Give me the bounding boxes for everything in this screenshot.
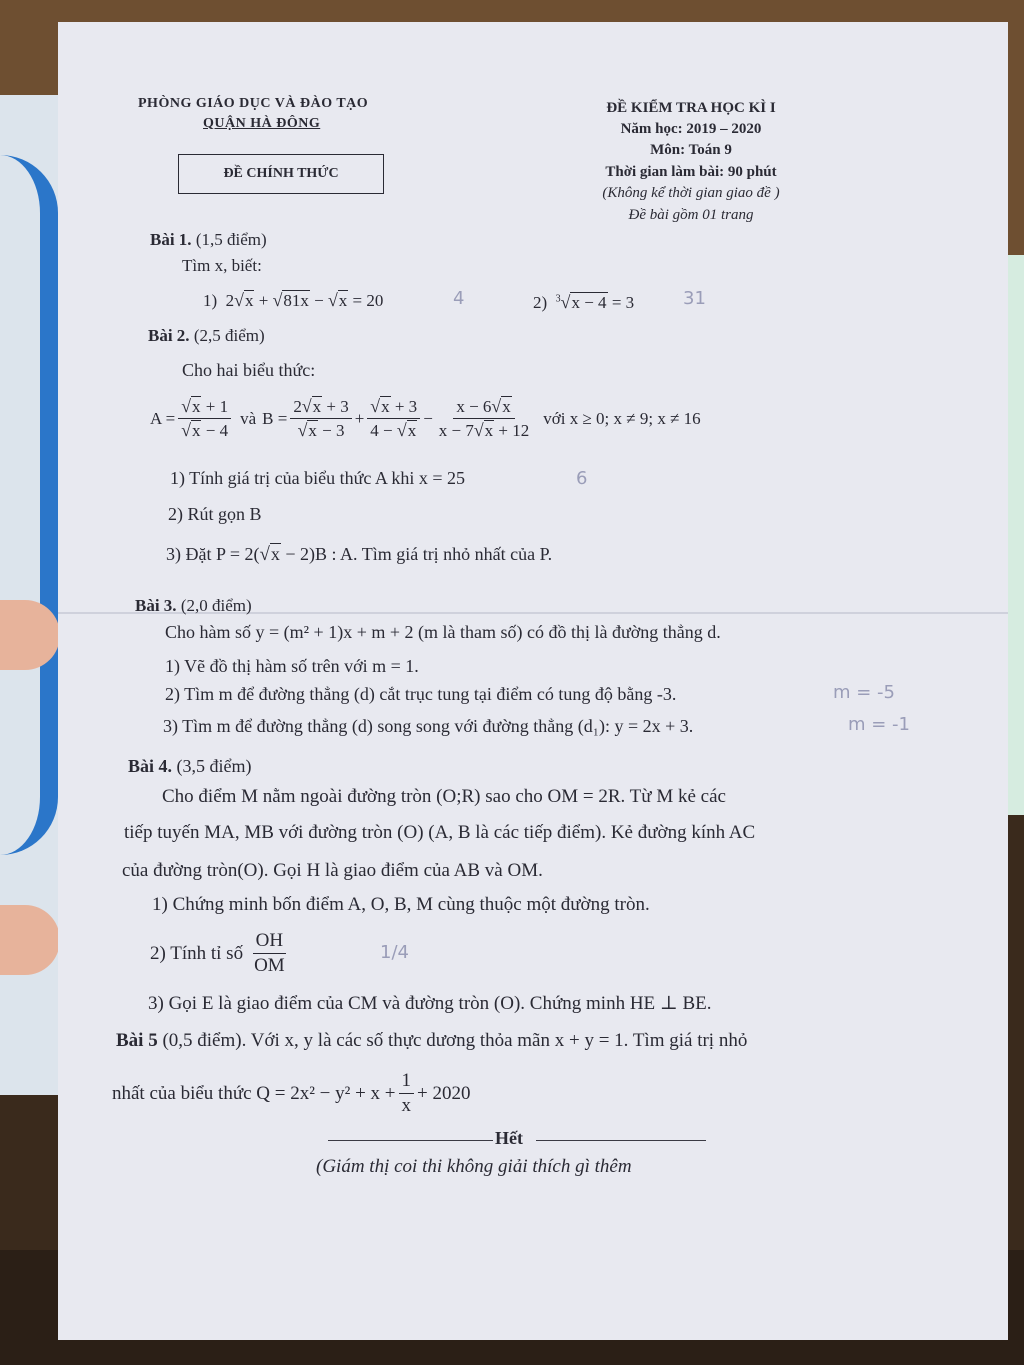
pencil-note-4: 4 xyxy=(453,288,465,309)
official-exam-box: ĐỀ CHÍNH THỨC xyxy=(178,154,384,194)
time-limit: Thời gian làm bài: 90 phút xyxy=(605,164,777,180)
bai4-line1: Cho điểm M nằm ngoài đường tròn (O;R) sao cho OM = 2R. Từ M kẻ các xyxy=(162,786,726,807)
end-rule-left xyxy=(328,1140,493,1141)
pencil-note-31: 31 xyxy=(683,288,706,309)
bai2-expressions: A = $\frac{√x + 1}{√x - 4}$ và B = $\frac{2√x + 3}{√x - 3}$ + $\frac{√x + 3}{4 - √x}$ − $\frac{x - 6√x}{x - 7√x + 12}$ với x ≥ 0; x ≠ 9; x ≠ 16 xyxy=(150,396,701,440)
district-name: QUẬN HÀ ĐÔNG xyxy=(203,116,321,131)
bai1-q1: 1) 2√x + √81x − √x = 20 xyxy=(203,290,384,310)
subject: Môn: Toán 9 xyxy=(650,142,732,158)
pencil-note-6: 6 xyxy=(576,468,588,489)
exam-paper xyxy=(58,22,1008,1340)
bai4-q2: 2) Tính tỉ số $\frac{OH}{OM}$ xyxy=(150,930,285,976)
bai4-q1: 1) Chứng minh bốn điểm A, O, B, M cùng thuộc một đường tròn. xyxy=(152,894,650,915)
proctor-note: (Giám thị coi thi không giải thích gì thêm xyxy=(316,1156,632,1177)
school-year: Năm học: 2019 – 2020 xyxy=(620,121,762,137)
bai3-q2: 2) Tìm m để đường thẳng (d) cắt trục tung tại điểm có tung độ bằng -3. xyxy=(165,684,677,704)
page-count: Đề bài gồm 01 trang xyxy=(628,207,754,223)
bai3-intro: Cho hàm số y = (m² + 1)x + m + 2 (m là tham số) có đồ thị là đường thẳng d. xyxy=(165,622,721,642)
bai2-q1: 1) Tính giá trị của biểu thức A khi x = 25 xyxy=(170,468,466,488)
end-marker: Hết xyxy=(495,1128,523,1148)
bai4-line2: tiếp tuyến MA, MB với đường tròn (O) (A, B là các tiếp điểm). Kẻ đường kính AC xyxy=(124,822,756,843)
bai1-q2: 2) $^3$√x − 4 = 3 xyxy=(533,292,635,312)
bai4-q3: 3) Gọi E là giao điểm của CM và đường tròn (O). Chứng minh HE ⊥ BE. xyxy=(148,993,712,1014)
bai2-intro: Cho hai biểu thức: xyxy=(182,360,316,380)
bai5-line2: nhất của biểu thức Q = 2x² − y² + x + $\frac{1}{x}$ + 2020 xyxy=(112,1070,471,1116)
bai3-q1: 1) Vẽ đồ thị hàm số trên với m = 1. xyxy=(165,656,419,676)
bai5-line1: Bài 5 (0,5 điểm). Với x, y là các số thực dương thỏa mãn x + y = 1. Tìm giá trị nhỏ xyxy=(116,1030,748,1051)
department-name: PHÒNG GIÁO DỤC VÀ ĐÀO TẠO xyxy=(138,96,369,111)
bai3-heading: Bài 3. (2,0 điểm) xyxy=(135,596,252,615)
bai2-q2: 2) Rút gọn B xyxy=(168,504,262,524)
end-rule-right xyxy=(536,1140,706,1141)
pencil-note-m1: m = -1 xyxy=(848,714,911,735)
bai1-intro: Tìm x, biết: xyxy=(182,256,262,275)
bai2-q3: 3) Đặt P = 2(√x − 2)B : A. Tìm giá trị nhỏ nhất của P. xyxy=(166,544,553,565)
time-note: (Không kể thời gian giao đề ) xyxy=(602,185,780,201)
bai1-heading: Bài 1. (1,5 điểm) xyxy=(150,230,267,249)
bai3-q3: 3) Tìm m để đường thẳng (d) song song với đường thẳng (d₁): y = 2x + 3. xyxy=(163,716,694,736)
pencil-note-m5: m = -5 xyxy=(833,682,896,703)
bai2-heading: Bài 2. (2,5 điểm) xyxy=(148,326,265,345)
pencil-note-quarter: 1/4 xyxy=(380,942,409,963)
bai4-line3: của đường tròn(O). Gọi H là giao điểm của AB và OM. xyxy=(122,860,543,881)
exam-title: ĐỀ KIỂM TRA HỌC KÌ I xyxy=(606,100,776,116)
bai4-heading: Bài 4. (3,5 điểm) xyxy=(128,756,252,776)
